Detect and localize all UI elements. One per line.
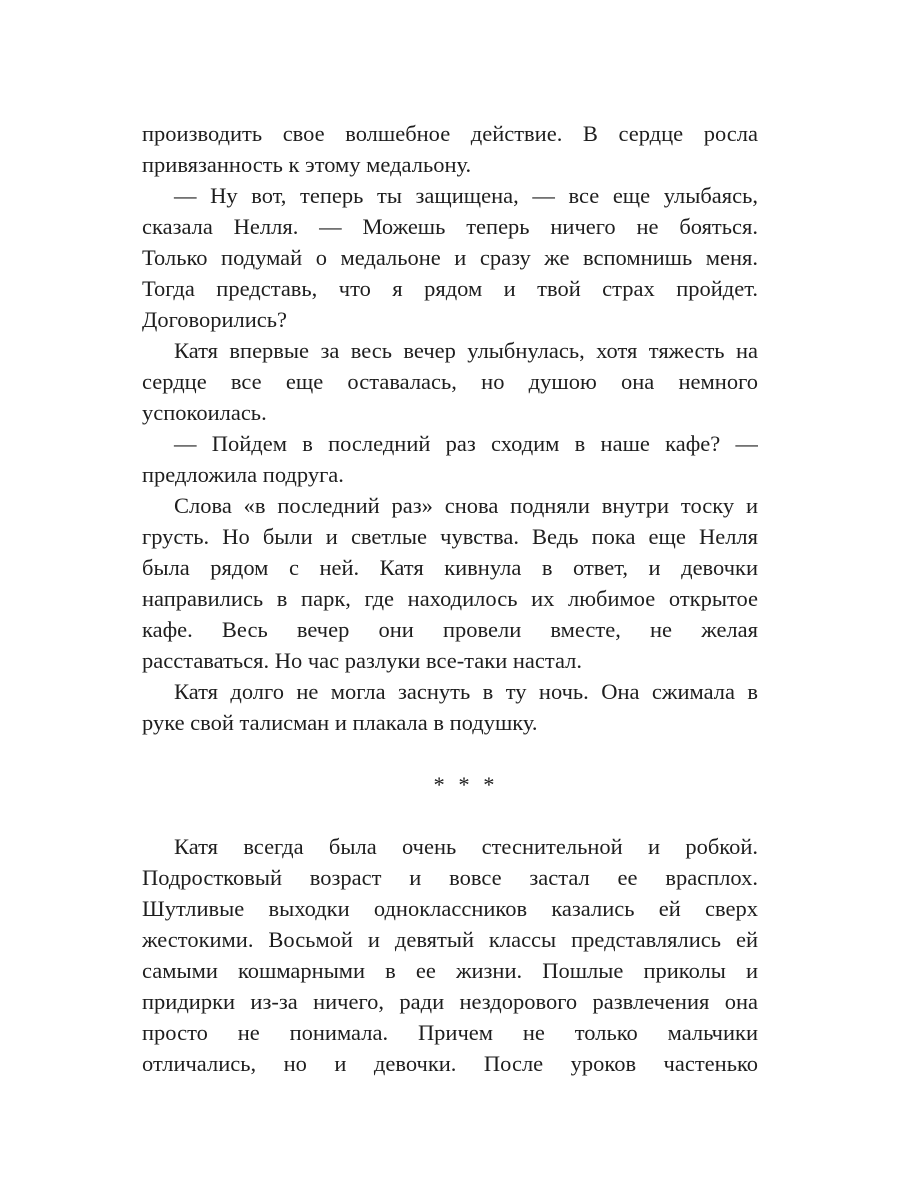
text-line: кафе. Весь вечер они провели вместе, не желая — [142, 617, 758, 642]
text-line: жестокими. Восьмой и девятый классы представлялись ей — [142, 927, 758, 952]
text-line: руке свой талисман и плакала в подушку. — [142, 710, 538, 735]
text-line: Катя долго не могла заснуть в ту ночь. Она сжимала в — [174, 679, 758, 704]
text-line: была рядом с ней. Катя кивнула в ответ, и девочки — [142, 555, 758, 580]
text-line: — Пойдем в последний раз сходим в наше кафе? — — [174, 431, 758, 456]
text-line: отличались, но и девочки. После уроков частенько — [142, 1051, 758, 1076]
text-line: Договорились? — [142, 307, 288, 332]
text-line: расставаться. Но час разлуки все-таки настал. — [142, 648, 583, 673]
text-line: Подростковый возраст и вовсе застал ее врасплох. — [142, 865, 758, 890]
text-line: Шутливые выходки одноклассников казались ей сверх — [142, 896, 758, 921]
text-line: сказала Нелля. — Можешь теперь ничего не бояться. — [142, 214, 758, 239]
text-line: Катя всегда была очень стеснительной и робкой. — [174, 834, 758, 859]
text-line: Катя впервые за весь вечер улыбнулась, хотя тяжесть на — [174, 338, 758, 363]
text-line: предложила подруга. — [142, 462, 344, 487]
text-line: грусть. Но были и светлые чувства. Ведь пока еще Нелля — [142, 524, 758, 549]
text-line: придирки из-за ничего, ради нездорового развлечения она — [142, 989, 758, 1014]
text-line: самыми кошмарными в ее жизни. Пошлые приколы и — [142, 958, 758, 983]
text-line: сердце все еще оставалась, но душою она немного — [142, 369, 758, 394]
text-line: Только подумай о медальоне и сразу же вспомнишь меня. — [142, 245, 758, 270]
text-line: — Ну вот, теперь ты защищена, — все еще улыбаясь, — [174, 183, 758, 208]
text-line: привязанность к этому медальону. — [142, 152, 472, 177]
text-line: Тогда представь, что я рядом и твой страх пройдет. — [142, 276, 758, 301]
section-separator: * * * — [433, 772, 499, 797]
text-line: успокоилась. — [142, 400, 267, 425]
book-page — [142, 118, 758, 1079]
text-line: производить свое волшебное действие. В сердце росла — [142, 121, 758, 146]
text-line: Слова «в последний раз» снова подняли внутри тоску и — [174, 493, 758, 518]
blank-line — [142, 800, 758, 831]
blank-line — [142, 738, 758, 769]
text-line: просто не понимала. Причем не только мальчики — [142, 1020, 758, 1045]
text-line: направились в парк, где находилось их любимое открытое — [142, 586, 758, 611]
